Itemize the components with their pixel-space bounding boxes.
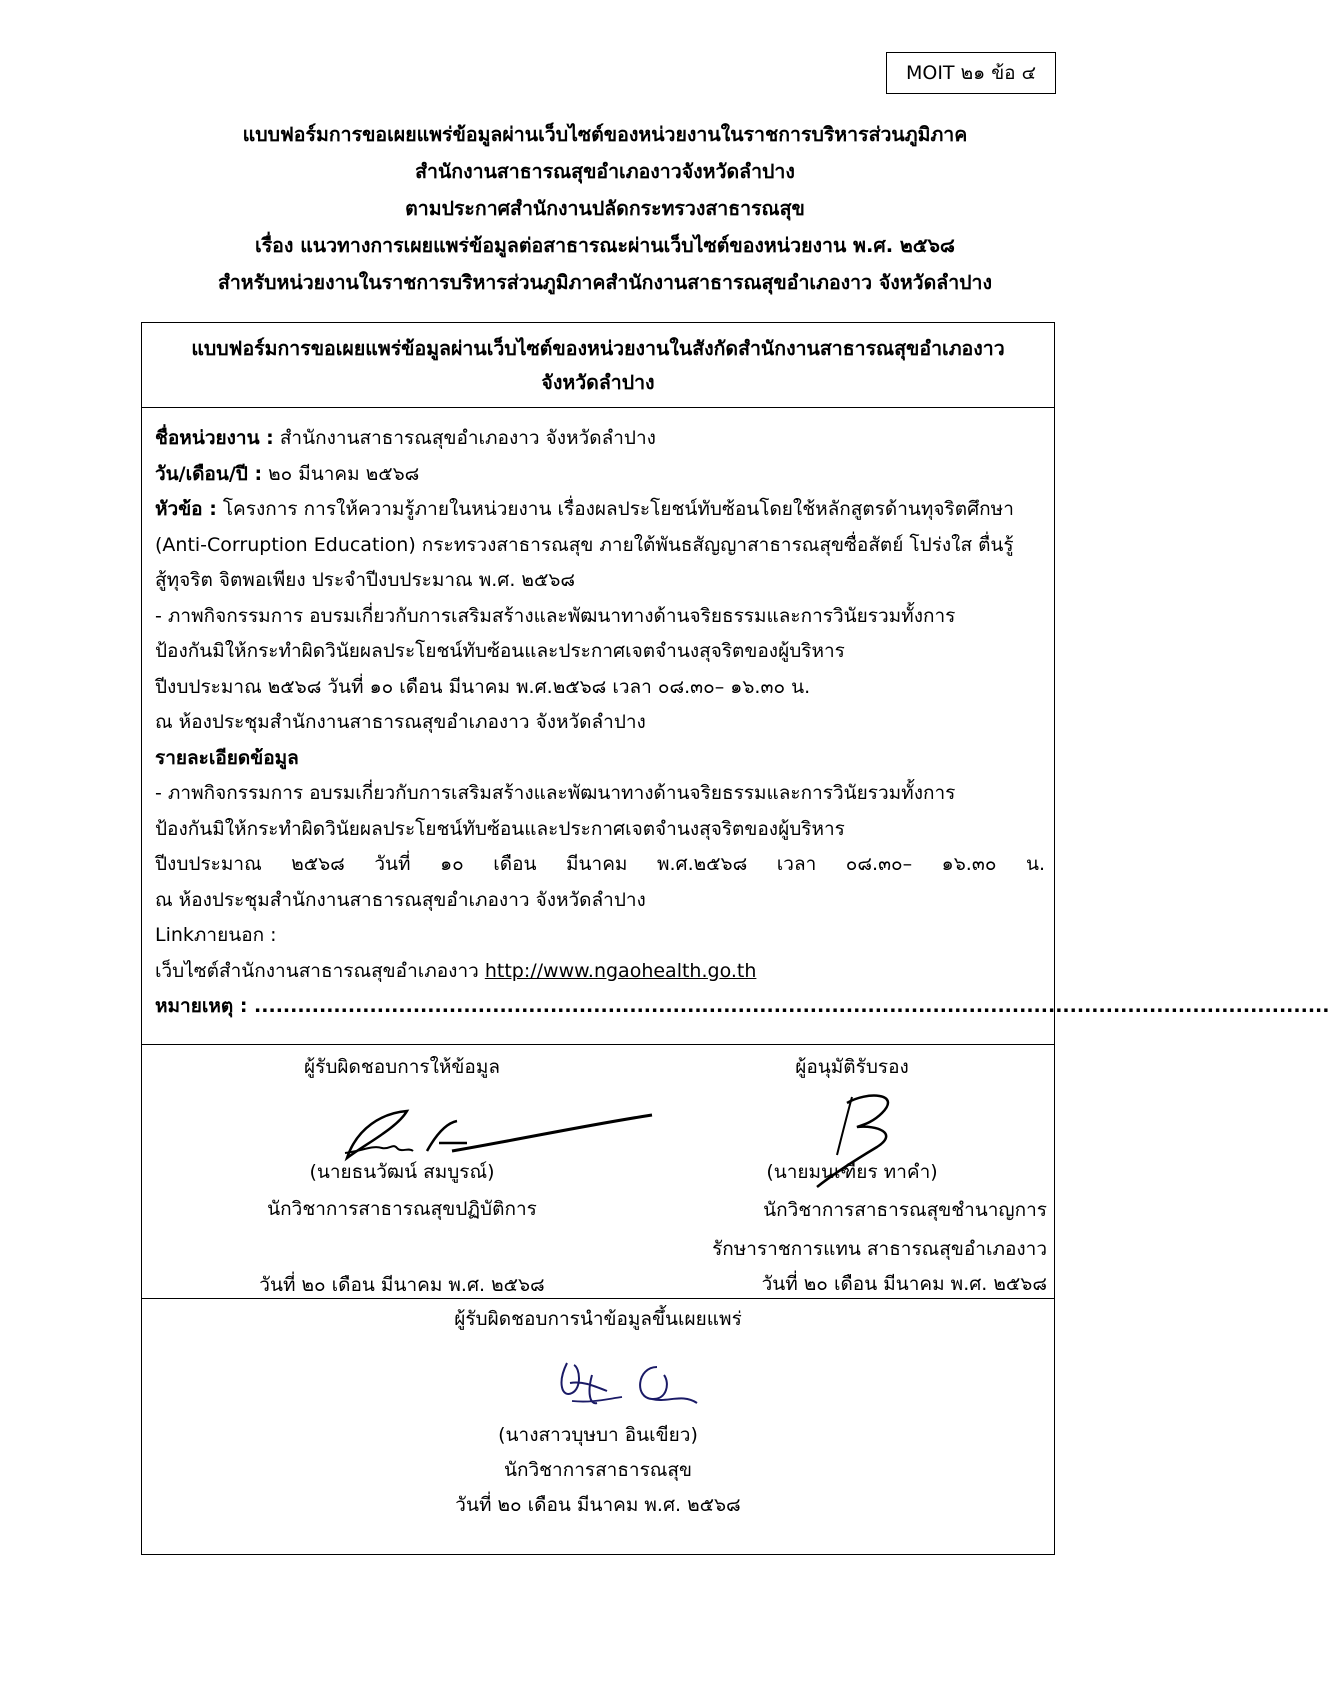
agency-value: สำนักงานสาธารณสุขอำเภองาว จังหวัดลำปาง (273, 427, 656, 449)
document-header (140, 116, 1070, 301)
right-signature-position: นักวิชาการสาธารณสุขชำนาญการ (763, 1199, 1047, 1221)
details-label: รายละเอียดข้อมูล (155, 746, 299, 769)
request-form-table (141, 322, 1330, 1555)
right-signature-name: (นายมนเฑียร ทาคำ) (766, 1161, 938, 1183)
details-line-4: ณ ห้องประชุมสำนักงานสาธารณสุขอำเภองาว จังหวัดลำปาง (155, 888, 646, 911)
publisher-position: นักวิชาการสาธารณสุข (503, 1459, 693, 1481)
topic-label: หัวข้อ : (155, 498, 217, 520)
left-signature-role-block (202, 1050, 602, 1085)
date-row (155, 457, 1045, 493)
note-dots: ..................................................................................................................................................... (247, 995, 1330, 1017)
date-value: ๒๐ มีนาคม ๒๕๖๘ (262, 462, 420, 485)
document-code-box (886, 52, 1056, 94)
publisher-role: ผู้รับผิดชอบการนำข้อมูลขึ้นเผยแพร่ (454, 1308, 742, 1330)
header-line-1: แบบฟอร์มการขอเผยแพร่ข้อมูลผ่านเว็บไซต์ของหน่วยงานในราชการบริหารส่วนภูมิภาค (242, 123, 968, 146)
publisher-name: (นางสาวบุษบา อินเขียว) (498, 1424, 698, 1446)
topic-line-2: (Anti-Corruption Education) กระทรวงสาธารณสุข ภายใต้พันธสัญญาสาธารณสุขซื่อสัตย์ โปร่งใส ตื่นรู้ (155, 533, 1014, 556)
form-title-line-2: จังหวัดลำปาง (541, 371, 655, 394)
right-signature-name-block (662, 1155, 1042, 1190)
details-line-2: ป้องกันมิให้กระทำผิดวินัยผลประโยชน์ทับซ้อนและประกาศเจตจำนงสุจริตของผู้บริหาร (155, 817, 845, 840)
website-row (155, 954, 1045, 990)
topic-line-1: โครงการ การให้ความรู้ภายในหน่วยงาน เรื่องผลประโยชน์ทับซ้อนโดยใช้หลักสูตรด้านทุจริตศึกษา (216, 498, 1014, 520)
header-line-2: สำนักงานสาธารณสุขอำเภองาวจังหวัดลำปาง (415, 160, 795, 183)
date-label: วัน/เดือน/ปี : (155, 462, 263, 485)
publisher-role-block (142, 1302, 1054, 1337)
topic-row (155, 492, 1045, 528)
publisher-details (142, 1418, 1054, 1523)
left-signature-date: วันที่ ๒๐ เดือน มีนาคม พ.ศ. ๒๕๖๘ (259, 1274, 545, 1296)
divider-title (142, 407, 1054, 408)
topic-line-3: สู้ทุจริต จิตพอเพียง ประจำปีงบประมาณ พ.ศ. ๒๕๖๘ (155, 569, 576, 591)
right-signature-role-block (662, 1050, 1042, 1085)
link-label: Linkภายนอก : (155, 924, 277, 946)
divider-signatures (142, 1044, 1054, 1045)
topic-line-5: ป้องกันมิให้กระทำผิดวินัยผลประโยชน์ทับซ้อนและประกาศเจตจำนงสุจริตของผู้บริหาร (155, 640, 845, 662)
left-signature-name: (นายธนวัฒน์ สมบูรณ์) (309, 1161, 495, 1183)
header-line-4: เรื่อง แนวทางการเผยแพร่ข้อมูลต่อสาธารณะผ่านเว็บไซต์ของหน่วยงาน พ.ศ. ๒๕๖๘ (255, 234, 955, 257)
header-line-5: สำหรับหน่วยงานในราชการบริหารส่วนภูมิภาคสำนักงานสาธารณสุขอำเภองาว จังหวัดลำปาง (217, 271, 993, 294)
right-signature-acting: รักษาราชการแทน สาธารณสุขอำเภองาว (712, 1238, 1047, 1260)
topic-line-7: ณ ห้องประชุมสำนักงานสาธารณสุขอำเภองาว จังหวัดลำปาง (155, 711, 646, 733)
agency-row (155, 421, 1045, 457)
left-signature-details (202, 1155, 602, 1227)
details-line-3: ปีงบประมาณ ๒๕๖๘ วันที่ ๑๐ เดือน มีนาคม พ.ศ.๒๕๖๘ เวลา ๐๘.๓๐– ๑๖.๓๐ น. (155, 853, 1045, 875)
publisher-date: วันที่ ๒๐ เดือน มีนาคม พ.ศ. ๒๕๖๘ (455, 1494, 741, 1516)
right-signature-date: วันที่ ๒๐ เดือน มีนาคม พ.ศ. ๒๕๖๘ (761, 1273, 1047, 1295)
note-row (155, 989, 1330, 1025)
form-title-line-1: แบบฟอร์มการขอเผยแพร่ข้อมูลผ่านเว็บไซต์ของหน่วยงานในสังกัดสำนักงานสาธารณสุขอำเภองาว (191, 337, 1005, 360)
left-signature-role: ผู้รับผิดชอบการให้ข้อมูล (304, 1056, 500, 1078)
right-signature-details (642, 1193, 1047, 1302)
note-label: หมายเหตุ : (155, 995, 248, 1017)
website-label: เว็บไซต์สำนักงานสาธารณสุขอำเภองาว (155, 959, 485, 982)
right-signature-role: ผู้อนุมัติรับรอง (795, 1056, 909, 1078)
agency-label: ชื่อหน่วยงาน : (155, 427, 274, 449)
form-title (142, 332, 1054, 400)
document-code: MOIT ๒๑ ข้อ ๔ (905, 62, 1037, 84)
left-signature-position: นักวิชาการสาธารณสุขปฏิบัติการ (267, 1198, 537, 1220)
form-content (155, 421, 1330, 1025)
publisher-signature-image (552, 1353, 702, 1421)
divider-publisher (142, 1298, 1054, 1299)
topic-line-6: ปีงบประมาณ ๒๕๖๘ วันที่ ๑๐ เดือน มีนาคม พ.ศ.๒๕๖๘ เวลา ๐๘.๓๐– ๑๖.๓๐ น. (155, 675, 811, 698)
details-line-1: - ภาพกิจกรรมการ อบรมเกี่ยวกับการเสริมสร้างและพัฒนาทางด้านจริยธรรมและการวินัยรวมทั้งการ (155, 782, 956, 804)
header-line-3: ตามประกาศสำนักงานปลัดกระทรวงสาธารณสุข (405, 197, 805, 220)
topic-line-4: - ภาพกิจกรรมการ อบรมเกี่ยวกับการเสริมสร้างและพัฒนาทางด้านจริยธรรมและการวินัยรวมทั้งการ (155, 604, 956, 627)
website-link[interactable]: http://www.ngaohealth.go.th (484, 959, 757, 982)
